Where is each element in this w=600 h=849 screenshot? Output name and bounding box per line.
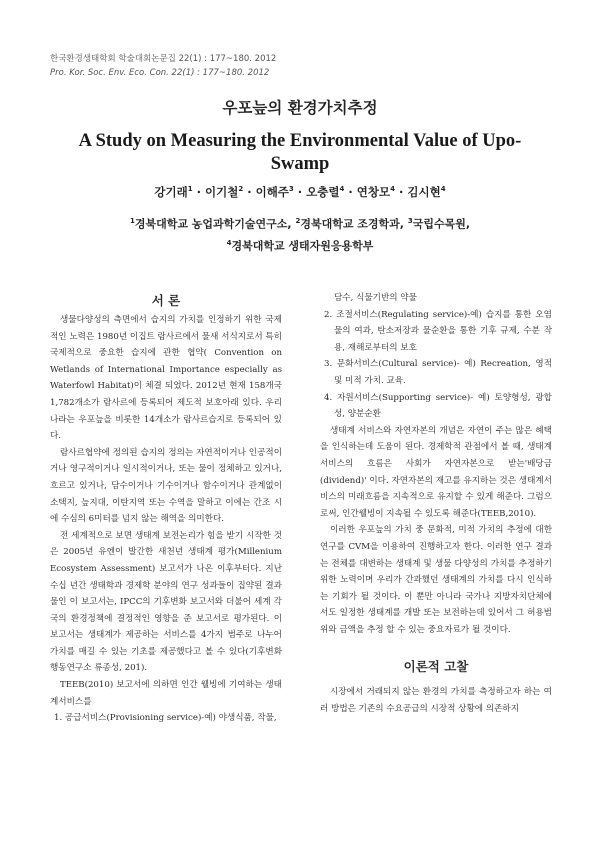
title-english: A Study on Measuring the Environmental Value of Upo-Swamp xyxy=(78,131,522,174)
paragraph: 생태계 서비스와 자연자본의 개념은 자연이 주는 많은 혜택을 인식하는데 도움이 된다. 경제학적 관점에서 볼 때, 생태계 서비스의 흐름은 사회가 자연자본으로 받는'배당금(dividend)' 이다. 자연자본의 재고를 유지하는 것은 생태계서비스의 미래흐름을 지속적으로 유지할 수 있게 해준다. 그럼으로써, 인간웰빙이 지속될 수 있도록 해준다(TEEB,2010). xyxy=(320,425,552,519)
paragraph: 이러한 우포늪의 가치 중 문화적, 미적 가치의 추정에 대한 연구를 CVM을 이용하여 진행하고자 한다. 이러한 연구 결과는 전체를 대변하는 생태계 및 생물 다양성의 가치를 추정하기 위한 노력이며 우리가 간과했던 생태계의 가치를 다시 인식하는 기회가 될 것이다. 이 뿐만 아니라 국가나 지방자치단체에서도 일정한 생태계를 개발 또는 보전하는데 있어서 그 허용범위와 금액을 추정 할 수 있는 중요자료가 될 것이다. xyxy=(320,525,552,635)
left-column xyxy=(50,290,282,727)
list-item: 1. 공급서비스(Provisioning service)-예) 야생식품, 작물, xyxy=(54,713,277,724)
paragraph: 전 세계적으로 보면 생태계 보전논리가 힘을 받기 시작한 것은 2005년 유엔이 발간한 새천년 생태계 평가(Millenium Ecosystem Assessment) 보고서가 나온 이후부터다. 지난 수십 년간 생태학과 경제학 분야의 연구 성과들이 집약된 결과물인 이 보고서는, IPCC의 기후변화 보고서와 더불어 세계 각국의 환경정책에 결정적인 영향을 준 보고서로 평가된다. 이 보고서는 생태계가 제공하는 서비스를 4가지 범주로 나누어 가치를 매길 수 있는 기초를 제공했다고 볼 수 있다(기후변화행동연구소 류종성, 201). xyxy=(50,530,282,674)
paragraph: 시장에서 거래되지 않는 환경의 가치를 측정하고자 하는 여러 방법은 기존의 수요공급의 시장적 상황에 의존하지 xyxy=(320,687,552,715)
paragraph: 생물다양성의 측면에서 습지의 가치를 인정하기 위한 국제적인 노력은 1980년 이집트 람사르에서 물새 서식지로서 특히 국제적으로 중요한 습지에 관한 협약( Convention on Wetlands of International Importance especially as Waterfowl Habitat)이 체결 되었다. 2012년 현재 158개국 1,782개소가 람사르에 등록되어 제도적 보호아래 있다. 우리나라는 우포늪을 비롯한 14개소가 람사르습지로 등록되어 있다. xyxy=(50,315,282,442)
title-korean: 우포늪의 환경가치추정 xyxy=(222,99,378,117)
affiliation-1: 경북대학교 농업과학기술연구소, xyxy=(134,217,292,231)
paragraph: 람사르협약에 정의된 습지의 정의는 자연적이거나 인공적이거나 영구적이거나 일시적이거나, 또는 물이 정체하고 있거나, 흐르고 있거나, 담수이거나 기수이거나 함수이거나 관계없이 소택지, 늪지대, 이탄지역 또는 수역을 말하고 이에는 간조 시에 수심의 6미터를 넘지 않는 해역을 의미한다. xyxy=(50,447,282,525)
author: 오충렬$^4$ xyxy=(306,185,345,199)
journal-header-ko: 한국환경생태학회 학술대회논문집 22(1) : 177~180. 2012 xyxy=(50,54,277,64)
list-item-continuation: 담수, 식물기반의 약물 xyxy=(334,293,417,303)
author: 이해주$^3$ xyxy=(255,185,294,199)
affiliation-2: 경북대학교 조경학과, xyxy=(300,217,404,231)
author: 이기철$^2$ xyxy=(205,185,244,199)
author: 연창모$^4$ xyxy=(356,185,395,199)
affiliation-3: 국립수목원, xyxy=(412,217,471,231)
list-item: 4. 자원서비스(Supporting service)- 예) 토양형성, 광합성, 양분순환 xyxy=(324,392,552,420)
journal-header xyxy=(50,52,276,80)
paragraph: TEEB(2010) 보고서에 의하면 인간 웰빙에 기여하는 생태계서비스를 xyxy=(50,680,282,707)
list-item: 3. 문화서비스(Cultural service)- 예) Recreation, 영적 및 미적 가치. 교육. xyxy=(324,359,552,386)
section-heading-introduction: 서 론 xyxy=(151,293,181,308)
section-heading-theory: 이론적 고찰 xyxy=(403,659,469,675)
affiliation-4: 경북대학교 생태자원응용학부 xyxy=(231,239,374,253)
author: 김시현$^4$ xyxy=(407,185,446,199)
journal-header-en: Pro. Kor. Soc. Env. Eco. Con. 22(1) : 177~180. 2012 xyxy=(50,68,270,78)
author-list: 강기래$^1$ · 이기철$^2$ · 이해주$^3$ · 오충렬$^4$ · 연창모$^4$ · 김시현$^4$ xyxy=(154,185,446,199)
affiliations: $^1$경북대학교 농업과학기술연구소, $^2$경북대학교 조경학과, $^3$국립수목원, $^4$경북대학교 생태자원응용학부 xyxy=(129,217,471,253)
author: 강기래$^1$ xyxy=(154,185,193,199)
right-column xyxy=(320,290,552,718)
list-item: 2. 조절서비스(Regulating service)-예) 습지를 통한 오염물의 여과, 탄소저장과 물순환을 통한 기후 규제, 수분 작용, 재해로부터의 보호 xyxy=(324,309,552,353)
